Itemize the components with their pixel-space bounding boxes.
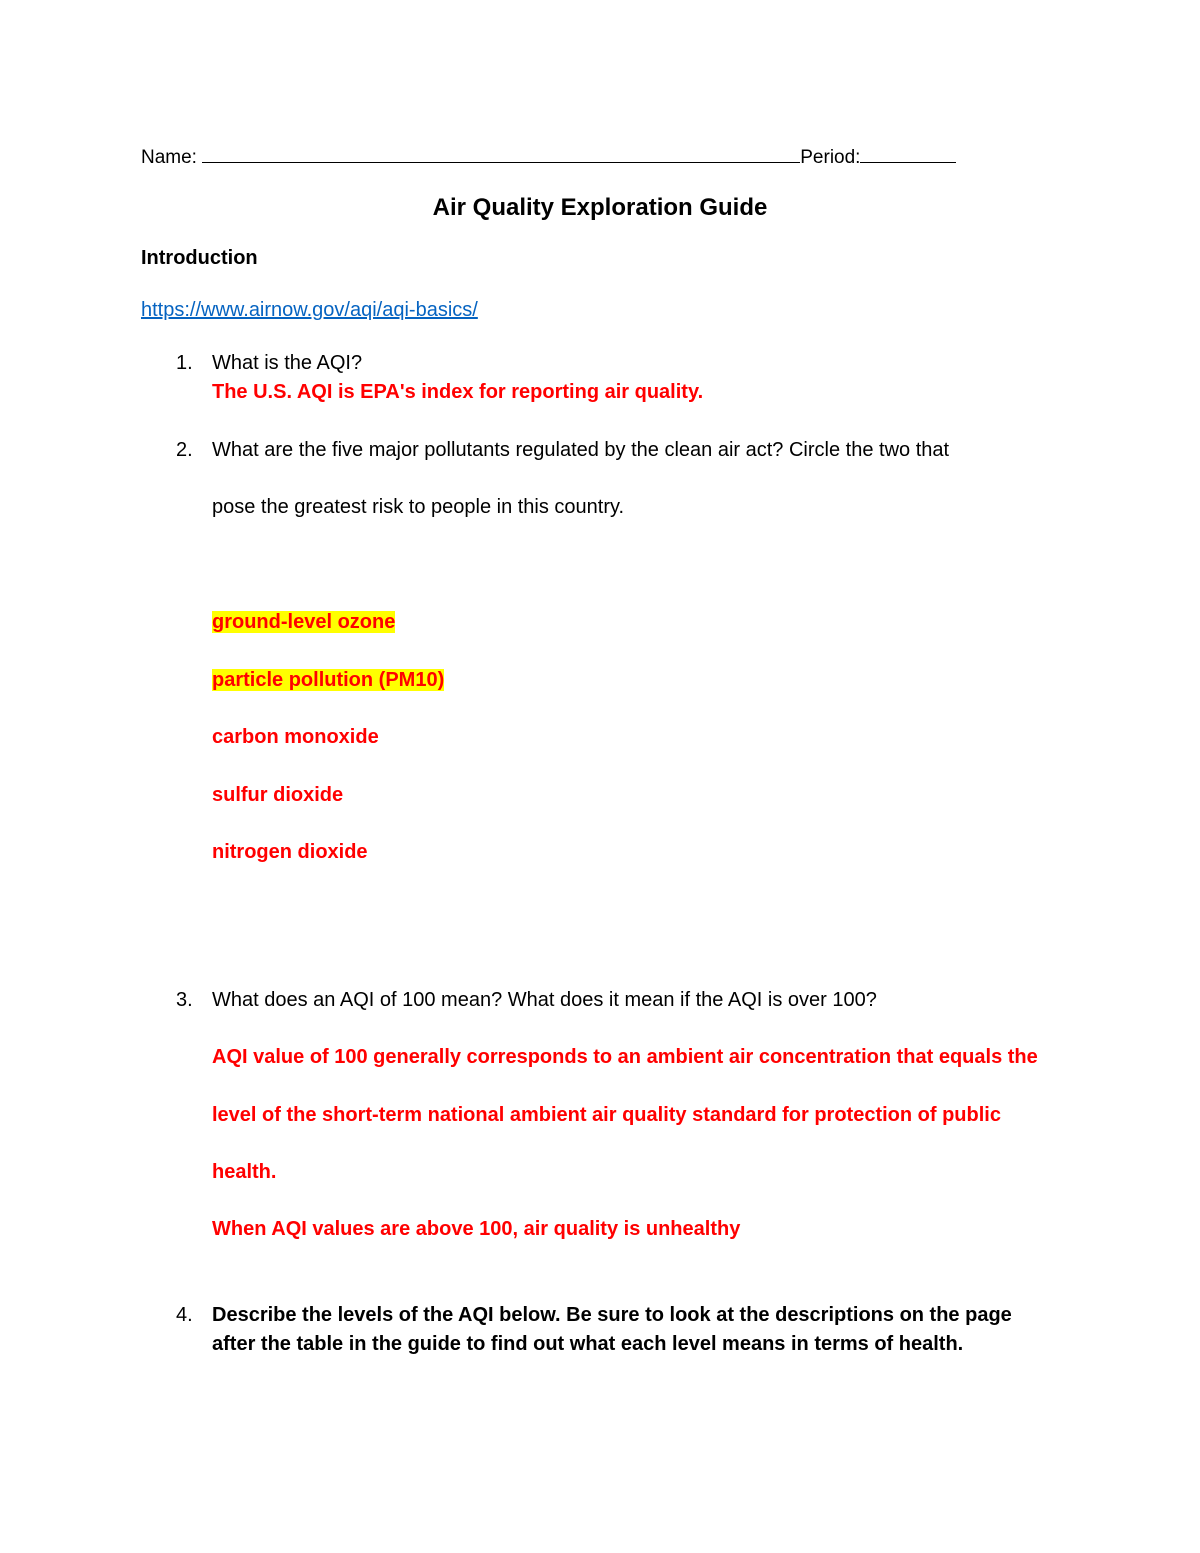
q3-question: What does an AQI of 100 mean? What does it mean if the AQI is over 100? <box>212 989 877 1011</box>
airnow-link[interactable]: https://www.airnow.gov/aqi/aqi-basics/ <box>141 299 478 321</box>
q3-answer-line1: AQI value of 100 generally corresponds to an ambient air concentration that equals the <box>212 1046 1038 1068</box>
pollutant-label-highlighted: ground-level ozone <box>212 611 396 633</box>
period-field[interactable] <box>860 144 956 163</box>
q1-question: What is the AQI? <box>212 352 363 374</box>
pollutant-item: carbon monoxide <box>212 726 379 748</box>
period-label: Period: <box>800 147 861 168</box>
pollutant-item: nitrogen dioxide <box>212 841 368 863</box>
name-label: Name: <box>141 147 197 168</box>
q1-answer: The U.S. AQI is EPA's index for reporting air quality. <box>212 381 704 403</box>
q2-question-line2: pose the greatest risk to people in this country. <box>212 496 625 518</box>
pollutant-item: sulfur dioxide <box>212 784 344 806</box>
name-field[interactable] <box>202 144 800 163</box>
q4-question-line2: after the table in the guide to find out what each level means in terms of health. <box>212 1333 964 1355</box>
page-title: Air Quality Exploration Guide <box>432 194 768 221</box>
q2-question-line1: What are the five major pollutants regulated by the clean air act? Circle the two that <box>212 439 950 461</box>
q4-number: 4. <box>176 1304 193 1326</box>
pollutant-item <box>212 669 444 692</box>
q2-number: 2. <box>176 439 193 461</box>
q3-number: 3. <box>176 989 193 1011</box>
q3-answer-line4: When AQI values are above 100, air quality is unhealthy <box>212 1218 741 1240</box>
header-line <box>141 144 956 169</box>
q4-question-line1: Describe the levels of the AQI below. Be sure to look at the descriptions on the page <box>212 1304 1012 1326</box>
q3-answer-line3: health. <box>212 1161 277 1183</box>
q1-number: 1. <box>176 352 193 374</box>
intro-heading: Introduction <box>141 247 258 269</box>
pollutant-item <box>212 611 395 634</box>
q3-answer-line2: level of the short-term national ambient air quality standard for protection of public <box>212 1104 1001 1126</box>
pollutant-label-highlighted: particle pollution (PM10) <box>212 669 445 691</box>
